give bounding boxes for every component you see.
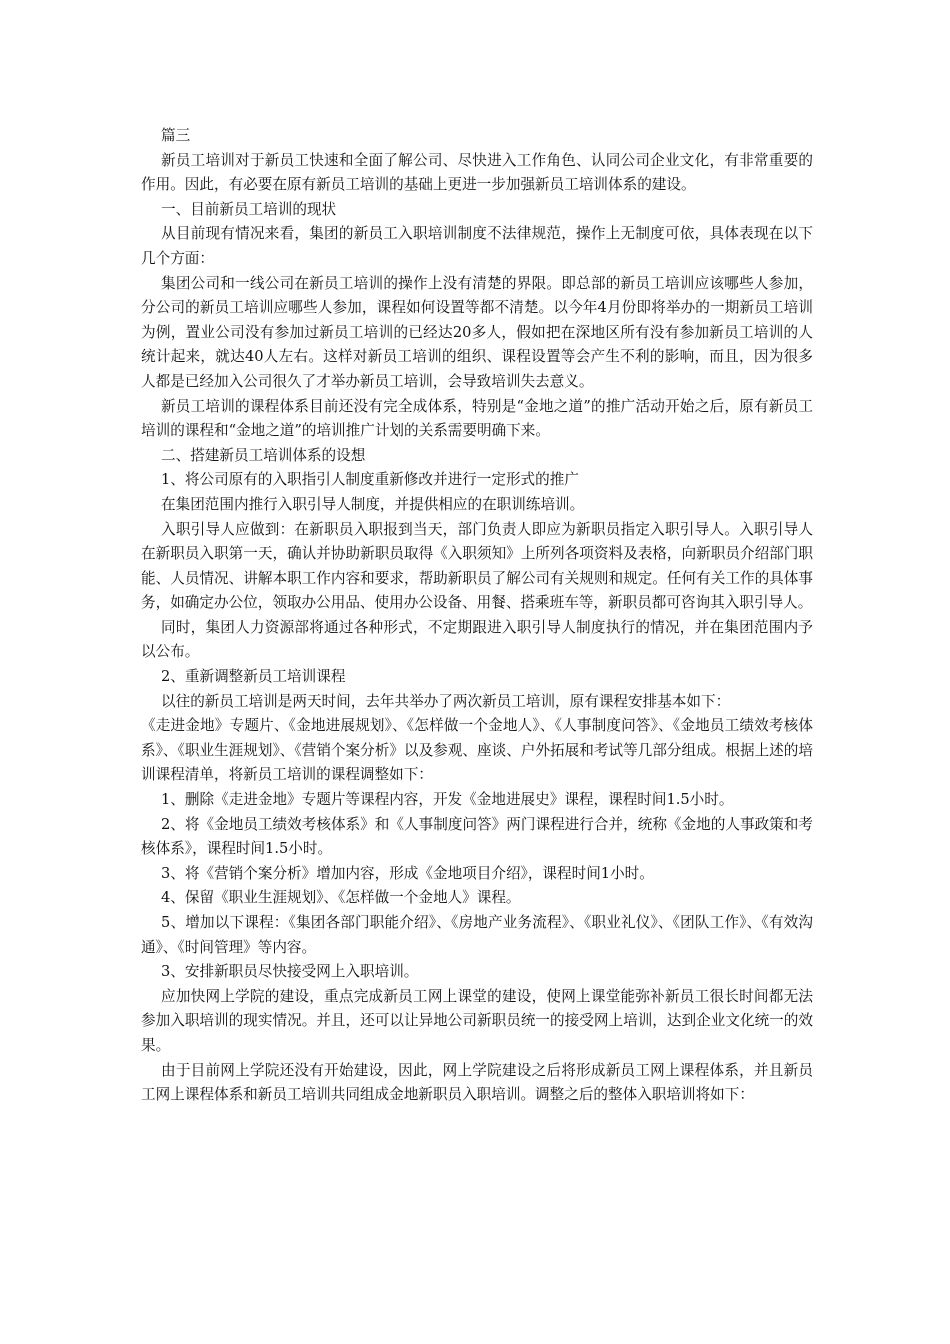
- paragraph-guide-duties: 入职引导人应做到：在新职员入职报到当天，部门负责人即应为新职员指定入职引导人。入职引导人在新职员入职第一天，确认并协助新职员取得《入职须知》上所列各项资料及表格，向新职员介绍部门职能、人员情况、讲解本职工作内容和要求，帮助新职员了解公司有关规则和规定。任何有关工作的具体事务，如确定办公位，领取办公用品、使用办公设备、用餐、搭乘班车等，新职员都可咨询其入职引导人。: [141, 520, 813, 612]
- subheading-guide-system: 1、将公司原有的入职指引人制度重新修改并进行一定形式的推广: [161, 471, 579, 489]
- subheading-online-training: 3、安排新职员尽快接受网上入职培训。: [161, 963, 419, 981]
- list-item-course-2: 2、将《金地员工绩效考核体系》和《人事制度问答》两门课程进行合并，统称《金地的人事政策和考核体系》，课程时间1.5小时。: [141, 815, 813, 858]
- paragraph-online-academy: 应加快网上学院的建设，重点完成新员工网上课堂的建设，使网上课堂能弥补新员工很长时间都无法参加入职培训的现实情况。并且，还可以让异地公司新职员统一的接受网上培训，达到企业文化统一的效果。: [141, 987, 813, 1054]
- list-item-course-4: 4、保留《职业生涯规划》、《怎样做一个金地人》课程。: [161, 889, 521, 907]
- list-item-course-3: 3、将《营销个案分析》增加内容，形成《金地项目介绍》，课程时间1小时。: [161, 864, 654, 882]
- paragraph-boundary-issue: 集团公司和一线公司在新员工培训的操作上没有清楚的界限。即总部的新员工培训应该哪些人参加，分公司的新员工培训应哪些人参加，课程如何设置等都不清楚。以今年4月份即将举办的一期新员工培训为例，置业公司没有参加过新员工培训的已经达20多人，假如把在深地区所有没有参加新员工培训的人统计起来，就达40人左右。这样对新员工培训的组织、课程设置等会产生不利的影响，而且，因为很多人都是已经加入公司很久了才举办新员工培训，会导致培训失去意义。: [141, 274, 813, 390]
- paragraph-current-overview: 从目前现有情况来看，集团的新员工入职培训制度不法律规范，操作上无制度可依，具体表现在以下几个方面：: [141, 225, 813, 267]
- list-item-course-5: 5、增加以下课程：《集团各部门职能介绍》、《房地产业务流程》、《职业礼仪》、《团队工作》、《有效沟通》、《时间管理》等内容。: [141, 914, 813, 956]
- subheading-course-adjustment: 2、重新调整新员工培训课程: [161, 668, 346, 686]
- paragraph-guide-rollout: 在集团范围内推行入职引导人制度，并提供相应的在职训练培训。: [161, 495, 585, 513]
- paragraph-adjusted-training: 由于目前网上学院还没有开始建设，因此，网上学院建设之后将形成新员工网上课程体系，并且新员工网上课程体系和新员工培训共同组成金地新职员入职培训。调整之后的整体入职培训将如下：: [141, 1061, 813, 1104]
- document-page: [141, 124, 813, 1108]
- paragraph-guide-followup: 同时，集团人力资源部将通过各种形式，不定期跟进入职引导人制度执行的情况，并在集团范围内予以公布。: [141, 618, 813, 661]
- list-item-course-1: 1、删除《走进金地》专题片等课程内容，开发《金地进展史》课程，课程时间1.5小时。: [161, 791, 734, 809]
- paragraph-previous-training: 以往的新员工培训是两天时间，去年共举办了两次新员工培训，原有课程安排基本如下：: [161, 692, 731, 710]
- paragraph-course-system-issue: 新员工培训的课程体系目前还没有完全成体系，特别是“金地之道”的推广活动开始之后，原有新员工培训的课程和“金地之道”的培训推广计划的关系需要明确下来。: [141, 397, 813, 440]
- paragraph-previous-courses: 《走进金地》专题片、《金地进展规划》、《怎样做一个金地人》、《人事制度问答》、《金地员工绩效考核体系》、《职业生涯规划》、《营销个案分析》以及参观、座谈、户外拓展和考试等几部分组成。根据上述的培训课程清单，将新员工培训的课程调整如下：: [141, 717, 813, 784]
- section-label: 篇三: [161, 127, 191, 144]
- paragraph-intro: 新员工培训对于新员工快速和全面了解公司、尽快进入工作角色、认同公司企业文化，有非常重要的作用。因此，有必要在原有新员工培训的基础上更进一步加强新员工培训体系的建设。: [141, 151, 813, 194]
- heading-system-plan: 二、搭建新员工培训体系的设想: [161, 446, 366, 464]
- heading-current-status: 一、目前新员工培训的现状: [161, 200, 337, 218]
